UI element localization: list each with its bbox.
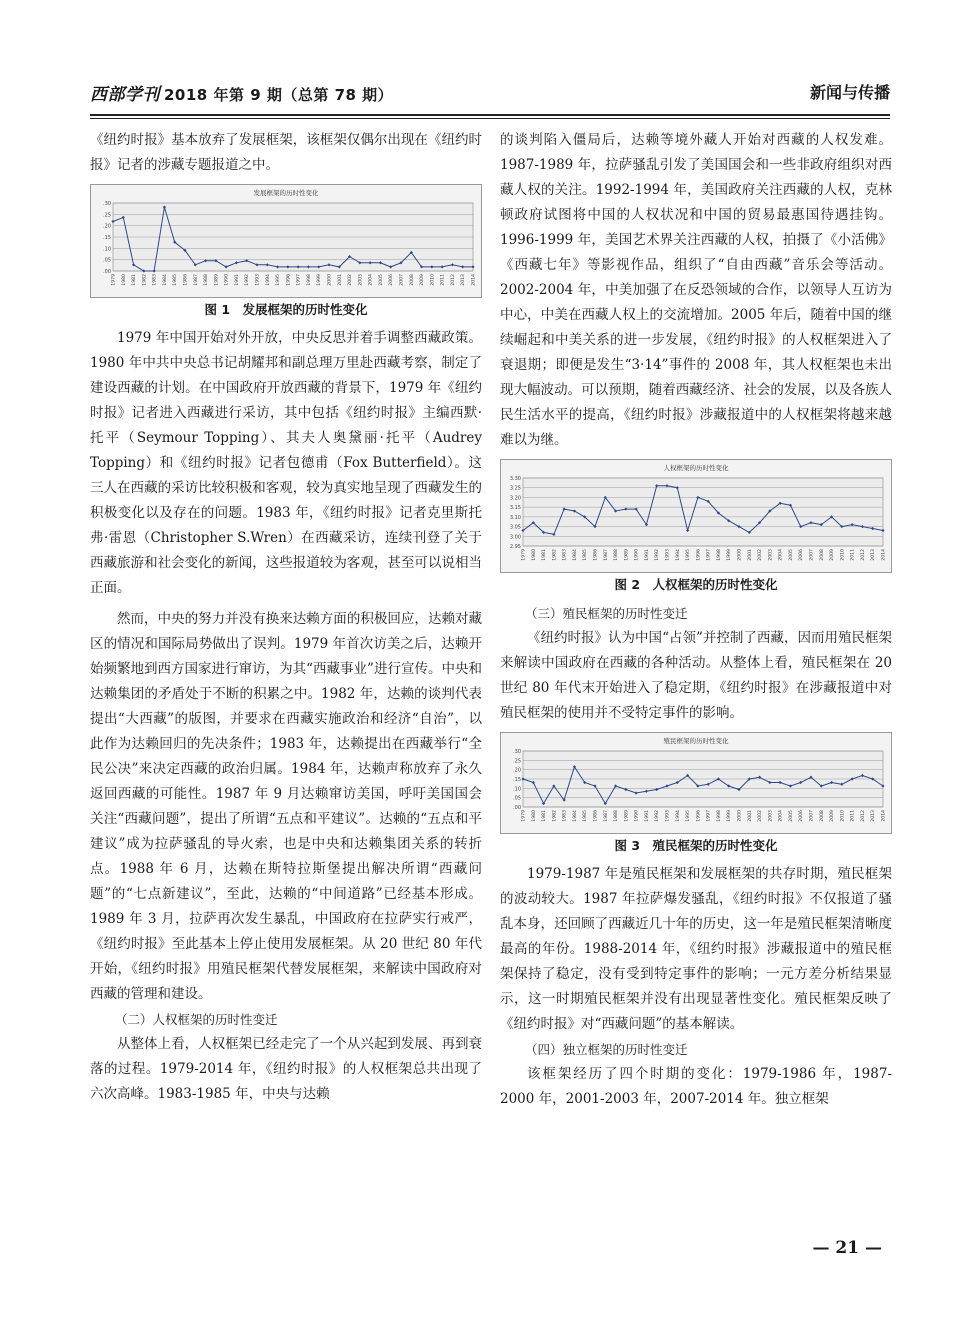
x-tick-label: 2001 (747, 810, 753, 822)
x-tick-label: 2002 (348, 274, 354, 286)
x-tick-label: 1980 (121, 274, 127, 286)
x-tick-label: 1984 (162, 274, 168, 286)
subsection-heading: （四）独立框架的历时性变迁 (525, 1042, 688, 1057)
x-tick-label: 1987 (603, 549, 609, 561)
x-tick-label: 1995 (686, 810, 692, 822)
figure-1 (90, 184, 482, 322)
x-tick-label: 2003 (768, 549, 774, 561)
paragraph: 1979 年中国开始对外开放，中央反思并着手调整西藏政策。1980 年中共中央总书记胡耀邦和副总理万里赴西藏考察，制定了建设西藏的计划。在中国政府开放西藏的背景下，1979 年《纽约时报》记者进入西藏进行采访，其中包括《纽约时报》主编西默·托平（Seymour Topping）、其夫人奥黛丽·托平（Audrey Topping）和《纽约时报》记者包德甫（Fox Butterfield）。这三人在西藏的采访比较积极和客观，较为真实地呈现了西藏发生的积极变化以及存在的问题。1983 年，《纽约时报》记者克里斯托弗·雷恩（Christopher S.Wren）在西藏采访，连续刊登了关于西藏旅游和社会变化的新闻，这些报道较为客观，甚至可以说相当正面。 (90, 330, 482, 596)
x-tick-label: 1999 (727, 810, 733, 822)
x-tick-label: 2008 (819, 810, 825, 822)
y-tick-label: .15 (513, 777, 521, 783)
x-tick-label: 2011 (850, 810, 856, 822)
x-tick-label: 1990 (634, 549, 640, 561)
chart-title: 人权框架的历时性变化 (663, 464, 729, 472)
x-tick-label: 2006 (389, 274, 395, 286)
header-rule (90, 114, 890, 116)
x-tick-label: 2010 (430, 274, 436, 286)
x-tick-label: 2008 (819, 549, 825, 561)
x-tick-label: 1996 (696, 810, 702, 822)
y-tick-label: 3.05 (509, 524, 521, 531)
figure-caption: 图 1 发展框架的历时性变化 (204, 302, 368, 317)
y-tick-label: .30 (103, 201, 111, 207)
y-tick-label: .20 (513, 767, 521, 774)
x-tick-label: 2001 (747, 549, 753, 561)
y-tick-label: 2.95 (509, 544, 521, 550)
x-tick-label: 1983 (562, 549, 568, 561)
x-tick-label: 2013 (461, 274, 467, 286)
x-tick-label: 2008 (409, 274, 415, 286)
x-tick-label: 1991 (234, 274, 240, 286)
x-tick-label: 1990 (224, 274, 230, 286)
x-tick-label: 1987 (193, 274, 199, 286)
x-tick-label: 2007 (809, 549, 815, 561)
x-tick-label: 2001 (337, 274, 343, 286)
x-tick-label: 2013 (871, 549, 877, 561)
x-tick-label: 1983 (152, 274, 158, 286)
figure-caption: 图 3 殖民框架的历时性变化 (614, 838, 778, 853)
chart-title: 殖民框架的历时性变化 (663, 737, 729, 745)
x-tick-label: 1999 (727, 549, 733, 561)
chart-development (90, 184, 482, 298)
x-tick-label: 1988 (614, 549, 620, 561)
x-tick-label: 1981 (542, 810, 548, 822)
x-tick-label: 2011 (850, 549, 856, 561)
x-tick-label: 2004 (368, 274, 374, 286)
x-tick-label: 1987 (603, 810, 609, 822)
x-tick-label: 1992 (245, 274, 251, 286)
x-tick-label: 2007 (809, 810, 815, 822)
x-tick-label: 1982 (552, 810, 558, 822)
subsection-heading: （三）殖民框架的历时性变迁 (525, 606, 688, 621)
x-tick-label: 1982 (142, 274, 148, 286)
x-tick-label: 2009 (420, 274, 426, 286)
y-tick-label: .05 (103, 257, 111, 264)
x-tick-label: 1989 (624, 810, 630, 822)
x-tick-label: 1994 (675, 549, 681, 561)
chart-colonial (500, 732, 892, 834)
x-tick-label: 2010 (840, 549, 846, 561)
x-tick-label: 1989 (624, 549, 630, 561)
x-tick-label: 1984 (572, 549, 578, 561)
y-tick-label: 3.20 (509, 495, 521, 502)
left-column (90, 128, 482, 1107)
paragraph: 从整体上看，人权框架已经走完了一个从兴起到发展、再到衰落的过程。1979-2014 年，《纽约时报》的人权框架总共出现了六次高峰。1983-1985 年，中央与达赖 (90, 1036, 482, 1102)
x-tick-label: 2012 (860, 549, 866, 561)
x-tick-label: 2003 (358, 274, 364, 286)
y-tick-label: .10 (103, 246, 111, 253)
chart-development-svg (91, 185, 481, 297)
x-tick-label: 2002 (758, 810, 764, 822)
x-tick-label: 1988 (204, 274, 210, 286)
chart-human-rights-svg (501, 460, 891, 572)
x-tick-label: 1992 (655, 549, 661, 561)
x-tick-label: 1998 (306, 274, 312, 286)
y-tick-label: .00 (103, 269, 111, 275)
x-tick-label: 1996 (696, 549, 702, 561)
page-number: — 21 — (812, 1238, 882, 1258)
x-tick-label: 2000 (737, 549, 743, 561)
y-tick-label: .25 (513, 758, 521, 765)
x-tick-label: 1998 (716, 549, 722, 561)
x-tick-label: 1986 (593, 549, 599, 561)
x-tick-label: 1979 (521, 549, 527, 561)
x-tick-label: 1991 (644, 810, 650, 822)
x-tick-label: 1995 (276, 274, 282, 286)
x-tick-label: 1988 (614, 810, 620, 822)
y-tick-label: 3.30 (509, 476, 521, 482)
y-tick-label: .10 (513, 786, 521, 793)
x-tick-label: 1983 (562, 810, 568, 822)
x-tick-label: 2002 (758, 549, 764, 561)
x-tick-label: 1999 (317, 274, 323, 286)
x-tick-label: 2009 (830, 549, 836, 561)
x-tick-label: 1997 (706, 549, 712, 561)
paragraph: 《纽约时报》基本放弃了发展框架，该框架仅偶尔出现在《纽约时报》记者的涉藏专题报道之中。 (90, 132, 482, 173)
x-tick-label: 1990 (634, 810, 640, 822)
x-tick-label: 2012 (450, 274, 456, 286)
x-tick-label: 2000 (327, 274, 333, 286)
y-tick-label: .15 (103, 235, 111, 241)
x-tick-label: 2006 (799, 810, 805, 822)
paragraph: 然而，中央的努力并没有换来达赖方面的积极回应，达赖对藏区的情况和国际局势做出了误判。1979 年首次访美之后，达赖开始频繁地到西方国家进行窜访，为其“西藏事业”进行宣传。中央和达赖集团的矛盾处于不断的积累之中。1982 年，达赖的谈判代表提出“大西藏”的版图，并要求在西藏实施政治和经济“自治”，以此作为达赖回归的先决条件；1983 年，达赖提出在西藏举行“全民公决”来决定西藏的政治归属。1984 年，达赖声称放弃了永久返回西藏的可能性。1987 年 9 月达赖窜访美国，呼吁美国国会关注“西藏问题”，提出了所谓“五点和平建议”。达赖的“五点和平建议”成为拉萨骚乱的导火索，也是中央和达赖集团关系的转折点。1988 年 6 月，达赖在斯特拉斯堡提出解决所谓“西藏问题”的“七点新建议”，至此，达赖的“中间道路”已经基本形成。1989 年 3 月，拉萨再次发生暴乱，中国政府在拉萨实行戒严，《纽约时报》至此基本上停止使用发展框架。从 20 世纪 80 年代开始，《纽约时报》用殖民框架代替发展框架，来解读中国政府对西藏的管理和建设。 (90, 611, 482, 1002)
y-tick-label: .30 (513, 749, 521, 755)
y-tick-label: .20 (103, 223, 111, 230)
figure-2 (500, 459, 892, 597)
right-column (500, 128, 892, 1112)
y-tick-label: 3.10 (509, 514, 521, 521)
x-tick-label: 1994 (675, 810, 681, 822)
header-rule-thin (90, 118, 890, 119)
chart-title: 发展框架的历时性变化 (253, 189, 319, 197)
x-tick-label: 1985 (583, 810, 589, 822)
x-tick-label: 2003 (768, 810, 774, 822)
x-tick-label: 1993 (665, 810, 671, 822)
x-tick-label: 1991 (644, 549, 650, 561)
x-tick-label: 1997 (296, 274, 302, 286)
x-tick-label: 1989 (214, 274, 220, 286)
x-tick-label: 1981 (132, 274, 138, 286)
journal-name (90, 80, 393, 105)
paragraph: 1979-1987 年是殖民框架和发展框架的共存时期，殖民框架的波动较大。1987 年拉萨爆发骚乱，《纽约时报》不仅报道了骚乱本身，还回顾了西藏近几十年的历史，这一年是殖民框架清晰度最高的年份。1988-2014 年，《纽约时报》涉藏报道中的殖民框架保持了稳定，没有受到特定事件的影响；一元方差分析结果显示，这一时期殖民框架并没有出现显著性变化。殖民框架反映了《纽约时报》对“西藏问题”的基本解读。 (500, 866, 892, 1032)
journal-issue: 2018 年第 9 期（总第 78 期） (164, 86, 394, 104)
x-tick-label: 1997 (706, 810, 712, 822)
paragraph: 该框架经历了四个时期的变化：1979-1986 年，1987-2000 年，2001-2003 年，2007-2014 年。独立框架 (500, 1066, 892, 1107)
section-title: 新闻与传播 (809, 83, 890, 102)
x-tick-label: 1993 (255, 274, 261, 286)
y-tick-label: 3.25 (509, 485, 521, 492)
y-tick-label: 3.00 (509, 534, 521, 541)
page-header (90, 70, 890, 108)
chart-colonial-svg (501, 733, 891, 833)
x-tick-label: 2004 (778, 810, 784, 822)
x-tick-label: 2010 (840, 810, 846, 822)
x-tick-label: 2014 (471, 274, 477, 286)
x-tick-label: 2005 (788, 810, 794, 822)
x-tick-label: 1986 (183, 274, 189, 286)
x-tick-label: 1979 (111, 274, 117, 286)
paragraph: 的谈判陷入僵局后，达赖等境外藏人开始对西藏的人权发难。1987-1989 年，拉萨骚乱引发了美国国会和一些非政府组织对西藏人权的关注。1992-1994 年，美国政府关注西藏的人权，克林顿政府试图将中国的人权状况和中国的贸易最惠国待遇挂钩。1996-1999 年，美国艺术界关注西藏的人权，拍摄了《小活佛》《西藏七年》等影视作品，组织了“自由西藏”音乐会等活动。2002-2004 年，中美加强了在反恐领域的合作，以领导人互访为中心，中美在西藏人权上的交流增加。2005 年后，随着中国的继续崛起和中美关系的进一步发展，《纽约时报》的人权框架进入了衰退期；即便是发生“3·14”事件的 2008 年，其人权框架也未出现大幅波动。可以预期，随着西藏经济、社会的发展，以及各族人民生活水平的提高，《纽约时报》涉藏报道中的人权框架将越来越难以为继。 (500, 132, 892, 448)
y-tick-label: .25 (103, 212, 111, 219)
x-tick-label: 1985 (173, 274, 179, 286)
x-tick-label: 2013 (871, 810, 877, 822)
x-tick-label: 2007 (399, 274, 405, 286)
x-tick-label: 1982 (552, 549, 558, 561)
subsection-heading: （二）人权框架的历时性变迁 (115, 1012, 278, 1027)
x-tick-label: 1985 (583, 549, 589, 561)
x-tick-label: 1979 (521, 810, 527, 822)
x-tick-label: 2005 (788, 549, 794, 561)
x-tick-label: 1994 (265, 274, 271, 286)
y-tick-label: .00 (513, 805, 521, 811)
x-tick-label: 2000 (737, 810, 743, 822)
x-tick-label: 2004 (778, 549, 784, 561)
x-tick-label: 2014 (881, 810, 887, 822)
x-tick-label: 2012 (860, 810, 866, 822)
y-tick-label: .05 (513, 795, 521, 802)
x-tick-label: 1986 (593, 810, 599, 822)
x-tick-label: 2006 (799, 549, 805, 561)
x-tick-label: 1981 (542, 549, 548, 561)
x-tick-label: 2005 (378, 274, 384, 286)
chart-human-rights (500, 459, 892, 573)
x-tick-label: 1980 (531, 549, 537, 561)
y-tick-label: 3.15 (509, 505, 521, 512)
x-tick-label: 2011 (440, 274, 446, 286)
x-tick-label: 2014 (881, 549, 887, 561)
x-tick-label: 1998 (716, 810, 722, 822)
x-tick-label: 1996 (286, 274, 292, 286)
x-tick-label: 1992 (655, 810, 661, 822)
figure-caption: 图 2 人权框架的历时性变化 (614, 577, 778, 592)
journal-logo: 西部学刊 (90, 85, 160, 105)
x-tick-label: 1984 (572, 810, 578, 822)
figure-3 (500, 732, 892, 858)
x-tick-label: 1993 (665, 549, 671, 561)
x-tick-label: 1995 (686, 549, 692, 561)
x-tick-label: 1980 (531, 810, 537, 822)
x-tick-label: 2009 (830, 810, 836, 822)
paragraph: 《纽约时报》认为中国“占领”并控制了西藏，因而用殖民框架来解读中国政府在西藏的各种活动。从整体上看，殖民框架在 20 世纪 80 年代末开始进入了稳定期，《纽约时报》在涉藏报道中对殖民框架的使用并不受特定事件的影响。 (500, 630, 892, 721)
